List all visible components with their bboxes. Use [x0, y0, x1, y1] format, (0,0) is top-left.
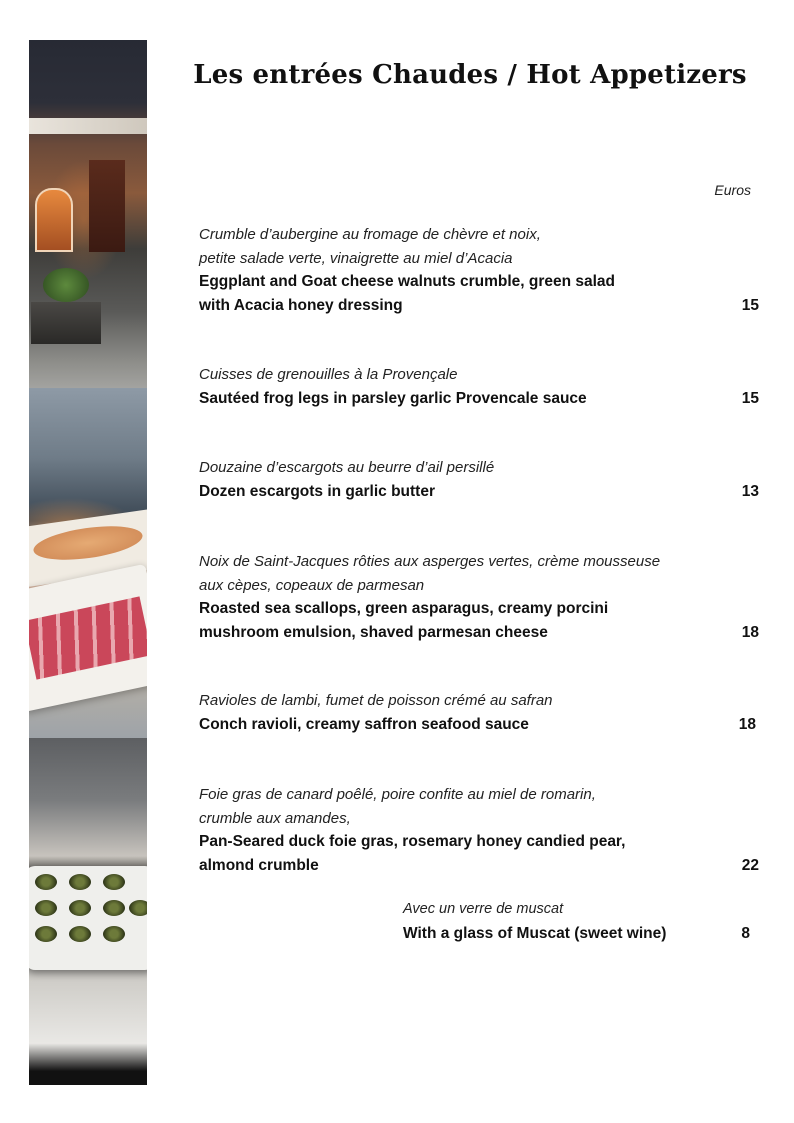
- item-price: 18: [741, 623, 759, 641]
- item-price: 15: [741, 389, 759, 407]
- item-english-line: Pan-Seared duck foie gras, rosemary honey candied pear,: [199, 833, 626, 850]
- item-english-line: Dozen escargots in garlic butter: [199, 482, 435, 500]
- photo-strip: [29, 40, 147, 1085]
- currency-label: Euros: [714, 182, 751, 198]
- item-english-line: Eggplant and Goat cheese walnuts crumble, green salad: [199, 273, 616, 290]
- item-price: 22: [741, 856, 759, 874]
- item-english-line: almond crumble: [199, 856, 319, 874]
- addon-item: [403, 898, 750, 945]
- addon-price: 8: [741, 924, 750, 942]
- item-english-line: mushroom emulsion, shaved parmesan cheese: [199, 623, 548, 641]
- item-french-line: Crumble d’aubergine au fromage de chèvre et noix,: [199, 226, 541, 243]
- item-english-line: Sautéed frog legs in parsley garlic Provencale sauce: [199, 389, 587, 407]
- item-french-line: Cuisses de grenouilles à la Provençale: [199, 366, 458, 383]
- item-price: 13: [741, 482, 759, 500]
- menu-item: [199, 783, 759, 877]
- item-french-line: petite salade verte, vinaigrette au miel d’Acacia: [199, 249, 513, 267]
- menu-item: [199, 550, 759, 644]
- item-price: 18: [738, 715, 756, 733]
- item-english-line: Conch ravioli, creamy saffron seafood sauce: [199, 715, 529, 733]
- restaurant-terrace-photo: [29, 40, 147, 388]
- page-title: Les entrées Chaudes / Hot Appetizers: [193, 60, 747, 90]
- item-price: 15: [741, 296, 759, 314]
- item-french-line: Douzaine d’escargots au beurre d’ail persillé: [199, 459, 495, 476]
- item-french-line: Ravioles de lambi, fumet de poisson crémé au safran: [199, 692, 553, 709]
- item-french-line: Noix de Saint-Jacques rôties aux asperges vertes, crème mousseuse: [199, 553, 661, 570]
- addon-english-line: With a glass of Muscat (sweet wine): [403, 924, 667, 942]
- tuna-carpaccio-photo: [29, 388, 147, 738]
- item-french-line: aux cèpes, copeaux de parmesan: [199, 576, 425, 594]
- item-french-line: Foie gras de canard poêlé, poire confite au miel de romarin,: [199, 786, 596, 803]
- item-french-line: crumble aux amandes,: [199, 809, 351, 827]
- menu-item: [199, 223, 759, 317]
- escargots-dish-photo: [29, 738, 147, 1085]
- addon-french-line: Avec un verre de muscat: [403, 901, 564, 917]
- menu-item: [199, 456, 759, 503]
- item-english-line: Roasted sea scallops, green asparagus, creamy porcini: [199, 600, 609, 617]
- menu-item: [199, 689, 759, 736]
- menu-item: [199, 363, 759, 410]
- item-english-line: with Acacia honey dressing: [199, 296, 403, 314]
